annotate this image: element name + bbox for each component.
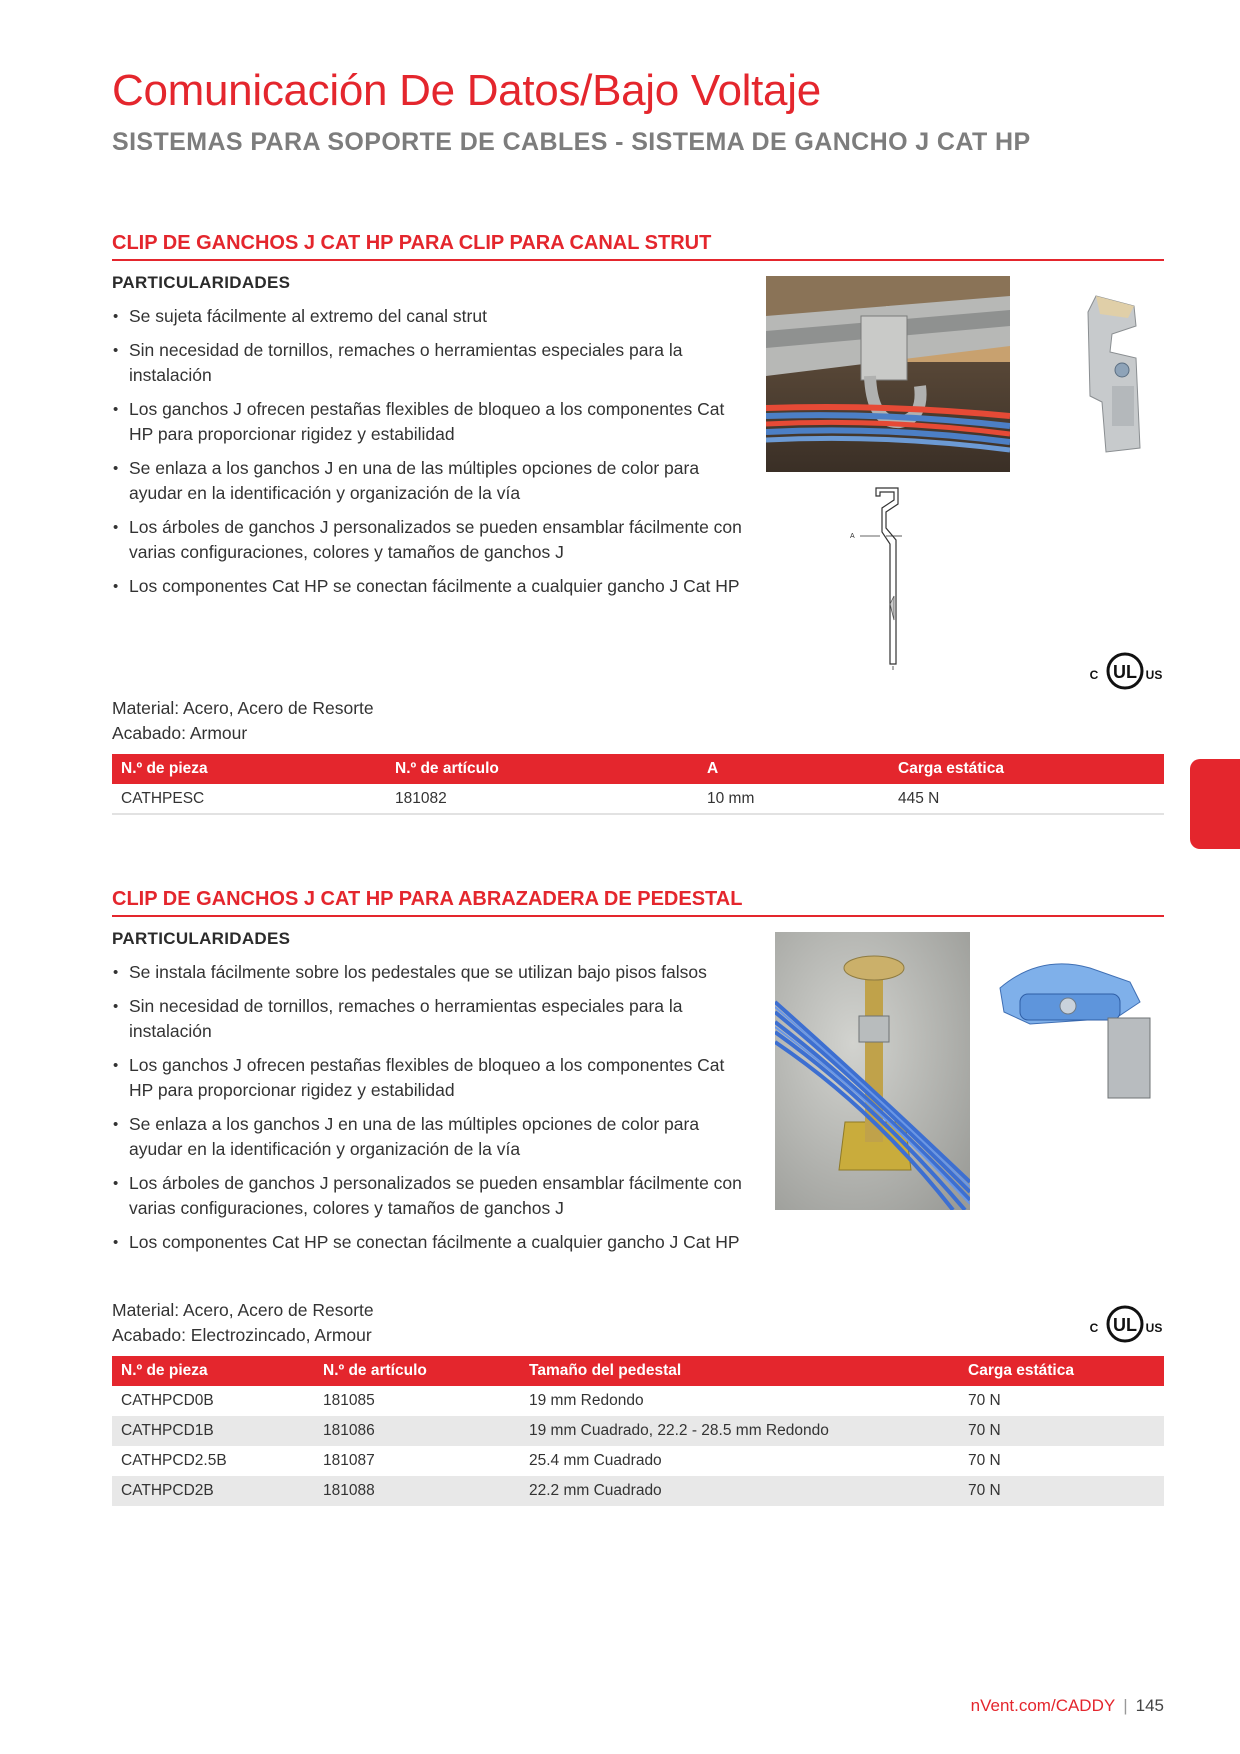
svg-text:C: C	[1089, 668, 1099, 682]
list-item: • Los ganchos J ofrecen pestañas flexibles de bloqueo a los componentes Cat HP para proporcionar rigidez y estabilidad	[112, 397, 752, 447]
section2-parts-table	[112, 1356, 1164, 1506]
page-footer	[971, 1696, 1164, 1716]
strut-clip-installation-photo	[766, 276, 1010, 472]
section1-material: Material: Acero, Acero de Resorte	[112, 698, 374, 718]
section1-heading: CLIP DE GANCHOS J CAT HP PARA CLIP PARA CANAL STRUT	[112, 232, 1164, 261]
column-header: Carga estática	[959, 1356, 1164, 1386]
table-row	[112, 1386, 1164, 1416]
section1-feature-list	[112, 304, 752, 608]
table-header-row	[112, 1356, 1164, 1386]
table-cell: 181085	[323, 1392, 375, 1409]
svg-text:UL: UL	[1113, 662, 1137, 682]
ul-certification-mark	[1088, 1304, 1162, 1344]
list-item: • Los árboles de ganchos J personalizados se pueden ensamblar fácilmente con varias configuraciones, colores y tamaños de ganchos J	[112, 1171, 752, 1221]
table-cell: 181088	[314, 1476, 520, 1506]
table-cell: CATHPCD2.5B	[121, 1452, 227, 1469]
column-header: N.º de artículo	[314, 1356, 520, 1386]
svg-text:US: US	[1145, 1321, 1162, 1335]
table-cell: 19 mm Redondo	[529, 1392, 644, 1409]
table-cell: 70 N	[959, 1476, 1164, 1506]
column-header: A	[698, 754, 889, 784]
pedestal-clamp-product-image	[990, 958, 1158, 1102]
table-row	[112, 1446, 1164, 1476]
column-header: Carga estática	[889, 754, 1164, 784]
table-cell: 70 N	[959, 1416, 1164, 1446]
table-cell: 181086	[314, 1416, 520, 1446]
list-item: • Los componentes Cat HP se conectan fácilmente a cualquier gancho J Cat HP	[112, 1230, 752, 1255]
table-cell: CATHPCD0B	[121, 1392, 214, 1409]
strut-clip-dimension-drawing	[846, 484, 926, 674]
table-cell: CATHPCD2B	[112, 1476, 314, 1506]
list-item: • Se sujeta fácilmente al extremo del canal strut	[112, 304, 752, 329]
table-cell: CATHPESC	[112, 784, 386, 814]
table-row	[112, 1416, 1164, 1446]
section2-feature-list	[112, 960, 752, 1264]
svg-text:UL: UL	[1113, 1315, 1137, 1335]
table-cell: CATHPCD1B	[112, 1416, 314, 1446]
footer-separator: |	[1123, 1696, 1128, 1715]
table-row	[112, 1476, 1164, 1506]
table-row	[112, 784, 1164, 814]
section2-heading: CLIP DE GANCHOS J CAT HP PARA ABRAZADERA DE PEDESTAL	[112, 888, 1164, 917]
list-item: • Los componentes Cat HP se conectan fácilmente a cualquier gancho J Cat HP	[112, 574, 752, 599]
table-cell: 22.2 mm Cuadrado	[520, 1476, 959, 1506]
section2-material: Material: Acero, Acero de Resorte	[112, 1300, 374, 1320]
footer-url[interactable]: nVent.com/CADDY	[970, 1696, 1116, 1715]
ul-certification-mark	[1088, 651, 1162, 691]
table-cell: 70 N	[968, 1392, 1001, 1409]
table-cell: 70 N	[968, 1452, 1001, 1469]
section1-features-label: PARTICULARIDADES	[112, 273, 291, 292]
list-item: • Los ganchos J ofrecen pestañas flexibles de bloqueo a los componentes Cat HP para proporcionar rigidez y estabilidad	[112, 1053, 752, 1103]
list-item: • Se enlaza a los ganchos J en una de las múltiples opciones de color para ayudar en la identificación y organización de la vía	[112, 456, 752, 506]
table-cell: 181087	[323, 1452, 375, 1469]
pedestal-clamp-installation-photo	[775, 932, 970, 1210]
section1-parts-table	[112, 754, 1164, 815]
page-number: 145	[1135, 1696, 1164, 1715]
list-item: • Sin necesidad de tornillos, remaches o herramientas especiales para la instalación	[112, 338, 752, 388]
table-cell: 10 mm	[698, 784, 889, 814]
page-title: Comunicación De Datos/Bajo Voltaje	[112, 66, 821, 115]
svg-text:US: US	[1145, 668, 1162, 682]
table-header-row	[112, 754, 1164, 784]
table-cell: 19 mm Cuadrado, 22.2 - 28.5 mm Redondo	[520, 1416, 959, 1446]
list-item: • Sin necesidad de tornillos, remaches o herramientas especiales para la instalación	[112, 994, 752, 1044]
column-header: Tamaño del pedestal	[520, 1356, 959, 1386]
section-tab-marker	[1190, 759, 1240, 849]
dimension-a-label: A	[850, 533, 855, 540]
section2-features-label: PARTICULARIDADES	[112, 929, 291, 948]
column-header: N.º de pieza	[112, 754, 386, 784]
section1-finish: Acabado: Armour	[112, 723, 248, 743]
list-item: • Los árboles de ganchos J personalizados se pueden ensamblar fácilmente con varias configuraciones, colores y tamaños de ganchos J	[112, 515, 752, 565]
strut-clip-product-image	[1078, 292, 1144, 456]
list-item: • Se instala fácilmente sobre los pedestales que se utilizan bajo pisos falsos	[112, 960, 752, 985]
table-cell: 181082	[386, 784, 698, 814]
column-header: N.º de artículo	[386, 754, 698, 784]
list-item: • Se enlaza a los ganchos J en una de las múltiples opciones de color para ayudar en la identificación y organización de la vía	[112, 1112, 752, 1162]
svg-text:C: C	[1089, 1321, 1099, 1335]
section2-finish: Acabado: Electrozincado, Armour	[112, 1325, 372, 1345]
page-subtitle: SISTEMAS PARA SOPORTE DE CABLES - SISTEMA DE GANCHO J CAT HP	[112, 128, 1031, 156]
table-cell: 445 N	[889, 784, 1164, 814]
column-header: N.º de pieza	[112, 1356, 314, 1386]
table-cell: 25.4 mm Cuadrado	[529, 1452, 662, 1469]
